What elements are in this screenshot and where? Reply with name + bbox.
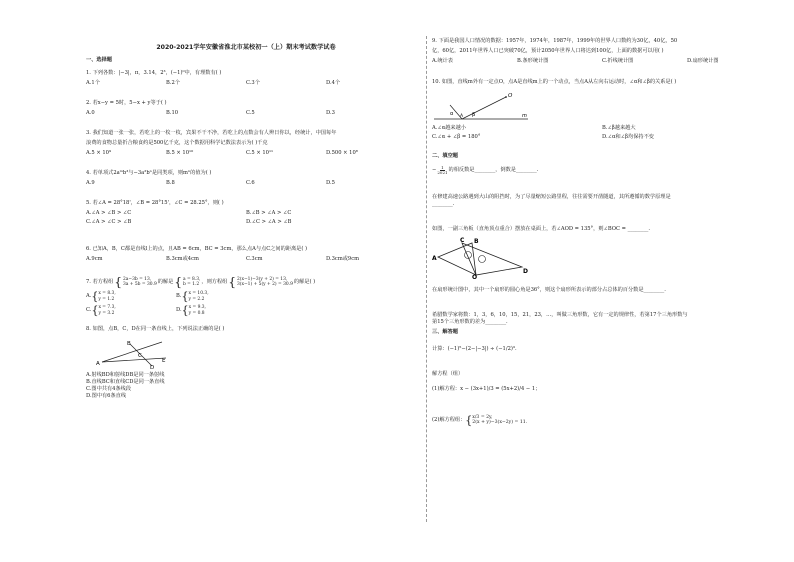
option-b: B.8 [166,180,175,186]
option-letter: B. [176,293,182,299]
question-5-options-row-1 [86,210,406,217]
label-b: B [127,341,131,347]
fill-2 [432,194,772,208]
question-10-options-row-2 [432,134,772,141]
option-d: D.500 × 10⁸ [326,150,358,156]
option-c: C.图中共有4条线段 [86,386,132,392]
column-divider [426,36,427,522]
label-e: E [162,358,166,364]
section-fill-heading: 二、填空题 [432,153,458,159]
question-8 [86,326,406,400]
solve-2-part-1: (1)解方程：x − (3x+1)/3 = (5x+2)/4 − 1； [432,385,541,392]
question-4-stem: 4. 若单项式2aᵐb³与−3a²bⁿ是同类项，则mⁿ的值为( ) [86,170,212,176]
fill-1-sign: − [432,167,437,174]
question-1-stem: 1. 下列各数：|−3|，π，3.14，2³，(−1)⁰中，有理数有( ) [86,70,222,76]
fraction-numerator: 1 [441,165,444,170]
fill-4: 在扇形统计图中，其中一个扇形的圆心角是36°，则这个扇形所表示的部分占总体的百分数是________. [432,286,666,293]
brace-icon: { [181,290,189,303]
option-c [86,305,176,316]
option-c: C.3个 [246,80,260,86]
question-10 [432,79,772,141]
brace-icon: { [91,290,99,303]
fill-2-text-2: ________. [432,200,455,207]
question-6-stem: 6. 已知A，B，C都是直线l上的点，且AB = 6cm，BC = 3cm，那么点A与点C之间的距离是( ) [86,246,308,252]
system-1 [123,277,157,287]
brace-icon: { [465,413,473,427]
fill-1-text: 的相反数是________，倒数是________. [448,167,539,174]
option-letter: C. [86,307,92,313]
fill-5-text: 希腊数学家将数：1，3，6，10，15，21，23，…，叫做三角形数，它有一定的规律性，若第17个三角形数与 [432,311,688,318]
solution-1-a: a = 8.3, [182,276,201,282]
option-eq: x = 10.3, [188,291,209,297]
fill-5-text-2: 第15个三角形数的差为________. [432,318,508,325]
option-d: D.图中有6条直线 [86,393,127,399]
option-d: D.∠C > ∠A > ∠B [246,219,292,225]
circle-hole-2 [479,255,486,262]
solve-2-lead: 解方程（组） [432,370,464,377]
option-system [98,305,115,315]
option-c: C.5 × 10¹¹ [246,150,274,156]
right-column [432,38,772,426]
fill-3-figure [432,235,532,279]
option-b: B.5 × 10¹⁰ [166,150,194,156]
option-letter: D. [176,307,182,313]
question-2-stem: 2. 若x−y = 5时，5−x + y等于( ) [86,100,167,106]
question-3 [86,130,406,157]
label-beta: β [472,112,476,118]
left-column [86,34,406,413]
solution-1 [183,277,200,287]
option-b: B.10 [166,110,179,116]
fraction-denominator: 2021 [437,170,448,176]
section-solve-heading: 三、解答题 [432,328,458,335]
ray-ao [462,97,506,119]
option-eq: y = 1.2 [98,296,115,302]
question-9-stem: 9. 下面是我国人口情况的数据：1957年，1974年，1987年，1999年的世界人口数约为30亿，40亿，50 [432,38,678,44]
question-2-options [86,110,406,117]
question-8-options [86,372,406,400]
question-4 [86,170,406,187]
option-b: B.条形统计图 [517,58,549,64]
question-8-stem: 8. 如图，点B，C，D在同一条直线上，下列说法正确的是( ) [86,326,225,332]
solve-1: 计算：(−1)⁵−(2−|−3|) ÷ (−1/2)³. [432,345,517,352]
question-9 [432,38,772,65]
fill-5 [432,312,772,326]
question-7-end: 的解是( ) [293,278,316,285]
point-o [505,96,507,98]
label-b: B [474,237,479,245]
label-a: A [96,361,100,367]
question-4-options [86,180,406,187]
label-a: A [432,254,437,262]
option-a: A.0 [86,110,95,116]
option-d: D.4个 [326,80,341,86]
question-5-options-row-2 [86,219,406,226]
solve-2-eq-1: x/3 = 2y, [472,414,493,420]
option-c: C.6 [246,180,255,186]
option-c: C.3cm [246,256,263,262]
question-7-then: ，则方程组 [201,278,228,285]
triangle-aoc [438,243,476,275]
option-a [86,291,176,302]
question-5 [86,200,406,226]
option-b: B.∠B > ∠A > ∠C [246,210,292,216]
system-1-eq-1: 2a−3b = 13, [123,276,152,282]
brace-icon: { [91,304,99,317]
option-d [176,305,266,316]
option-a: A.9cm [86,256,103,262]
question-9-options [432,58,772,65]
option-a: A.统计表 [432,58,453,64]
question-8-figure [96,336,176,370]
question-10-stem: 10. 如图，直线m外有一定点O，点A是直线m上的一个动点，当点A从左向右运动时，∠α和∠β的关系是( ) [432,79,677,85]
question-10-options-row-1 [432,125,772,132]
label-c: C [460,236,465,244]
option-letter: A. [86,293,92,299]
label-alpha: α [450,111,454,117]
option-system [98,291,115,301]
question-1 [86,70,406,87]
section-choice-heading: 一、选择题 [86,57,112,63]
option-a: A.∠α越来越小 [432,125,466,131]
question-3-stem-2: 浪费的食物总量折合粮食约是500亿千克，这个数据用科学记数法表示为( )千克 [86,140,268,146]
solve-2 [432,371,772,426]
question-7-options [86,291,266,316]
option-eq: y = 3.2 [98,310,115,316]
option-b [176,291,266,302]
option-d: D.扇形统计图 [687,58,719,64]
solve-2-system [472,415,527,426]
option-b: B.2个 [166,80,180,86]
question-7-stem [86,276,406,288]
question-6 [86,246,406,263]
label-c: C [138,353,142,359]
option-b: B.直线BC和直线CD是同一条直线 [86,379,165,385]
option-a: A.9 [86,180,95,186]
solve-2-part-2 [432,415,772,426]
system-2-eq-2: 3(x−1) + 5(y + 2) = 30.9 [237,282,293,287]
option-eq: y = 2.2 [188,296,205,302]
exam-title: 2020-2021学年安徽省淮北市某校初一（上）期末考试数学试卷 [156,44,336,51]
system-2-eq-1: 2(x−1)−3(y + 2) = 13, [237,276,288,282]
option-c: C.∠A > ∠C > ∠B [86,219,132,225]
label-o: O [472,273,478,279]
question-3-stem: 3. 我们知道一张一张，若吃上的一枚一枚，宾果不干不净，若吃上的点数会有人辨日你以，经统计，中国每年 [86,130,337,136]
brace-icon: { [181,304,189,317]
option-b: B.∠β越来越大 [602,125,636,131]
solution-1-b: b = 1.2 [182,282,200,287]
question-5-stem: 5. 若∠A = 28°18'，∠B = 28°15'，∠C = 28.25°，则( ) [86,200,224,206]
option-d: D.5 [326,180,335,186]
option-b: B.3cm或4cm [166,256,199,262]
brace-icon: { [114,275,122,289]
fill-2-text: 在修建高速公路遇到大山的阻挡时，为了尽量缩短公路里程，往往需要开凿隧道，其所遵循的数学原理是 [432,193,671,200]
fill-1 [432,166,772,176]
option-c: C.5 [246,110,255,116]
option-a: A.射线BD和射线DB是同一条射线 [86,372,165,378]
system-1-eq-2: 3a + 5b = 30.9 [123,282,157,287]
option-a: A.1个 [86,80,100,86]
label-a: A [460,114,464,119]
option-a: A.∠A > ∠B > ∠C [86,210,132,216]
label-m: m [522,113,527,119]
option-c: C.∠α + ∠β = 180° [432,134,481,140]
option-a: A.5 × 10⁹ [86,150,112,156]
option-c: C.折线统计图 [602,58,634,64]
option-system [189,305,206,315]
brace-icon: { [228,275,237,289]
question-6-options [86,256,406,263]
question-9-stem-2: 亿，60亿，2011年世界人口已突破70亿，预计2050年世界人口将达到100亿，上面的数据可以用( ) [432,48,664,54]
question-7 [86,276,406,316]
label-o: O [508,93,513,99]
question-7-mid: 的解是 [157,278,174,285]
option-d: D.3cm或9cm [326,256,360,262]
option-system [188,291,208,301]
solve-2-eq-2: 2(x + y)−3(x−2y) = 11. [472,420,528,426]
question-1-options [86,80,406,87]
option-eq: x = 7.3, [98,305,116,311]
fill-3-text: 如图，一副三角板（直角顶点重合）摆放在桌面上，若∠AOD = 135°，则∠BOC = ________. [432,225,651,232]
question-7-lead: 7. 若方程组 [86,278,114,285]
question-10-figure [432,89,532,123]
system-2 [237,277,293,287]
option-d: D.3 [326,110,335,116]
label-d: D [150,365,155,370]
fraction [437,166,447,176]
option-eq: x = 9.3, [188,305,206,311]
option-d: D.∠α和∠β均保持不变 [602,134,654,140]
solve-2-part-2-lead: (2)解方程组： [432,416,466,423]
brace-icon: { [174,275,182,289]
option-eq: x = 8.3, [98,291,116,297]
triangle-bod [462,243,522,275]
question-2 [86,100,406,117]
question-3-options [86,150,406,157]
fill-3 [432,226,772,279]
label-d: D [523,267,528,275]
option-eq: y = 0.8 [188,310,205,316]
